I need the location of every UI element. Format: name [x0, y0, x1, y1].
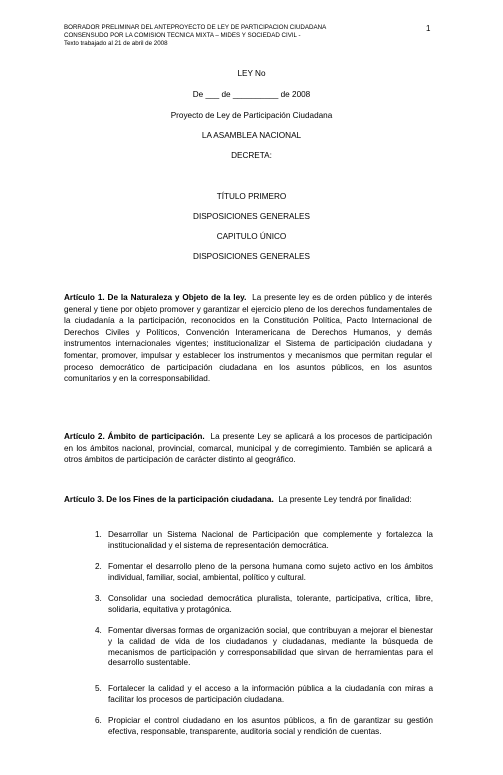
list-item-number: 1.	[95, 530, 102, 539]
list-item-text: Fomentar el desarrollo pleno de la persona humana como sujeto activo en los ámbitos individual, familiar, social, ambiental, político y cultural.	[108, 562, 433, 582]
disposiciones-heading-2: DISPOSICIONES GENERALES	[193, 252, 310, 261]
list-item-number: 3.	[95, 594, 102, 603]
list-item	[95, 716, 433, 738]
page-number: 1	[426, 24, 431, 33]
article-2-heading: Artículo 2. Ámbito de participación.	[64, 432, 205, 441]
header-line-2: CONSENSUDO POR LA COMISION TECNICA MIXTA – MIDES Y SOCIEDAD CIVIL -	[64, 32, 301, 39]
ley-date: De ___ de __________ de 2008	[192, 90, 311, 99]
decreta-title: DECRETA:	[231, 151, 272, 160]
disposiciones-heading-1: DISPOSICIONES GENERALES	[193, 212, 310, 221]
list-item	[95, 562, 433, 584]
asamblea-title: LA ASAMBLEA NACIONAL	[201, 131, 302, 140]
document-header	[64, 24, 326, 48]
article-1-body: La presente ley es de orden público y de interés general y tiene por objeto promover y garantizar el ejercicio pleno de los derechos fundamentales de la ciudadanía a la participación, reconocidos en la Constitución Política, Pacto Internacional de Derechos Civiles y Políticos, Convención Interamericana de Derechos Humanos, y demás instrumentos internacionales vigentes; institucionalizar el Sistema de participación ciudadana y fomentar, promover, impulsar y establecer los instrumentos y mecanismos que permitan regular el proceso democrático de participación ciudadana en los asuntos públicos, en los asuntos comunitarios y en la corresponsabilidad.	[64, 293, 432, 384]
list-item-text: Consolidar una sociedad democrática pluralista, tolerante, participativa, crítica, libre, solidaria, equitativa y protagónica.	[108, 594, 433, 614]
article-1-heading: Artículo 1. De la Naturaleza y Objeto de la ley.	[64, 293, 247, 302]
list-item-text: Desarrollar un Sistema Nacional de Participación que complemente y fortalezca la institucionalidad y el sistema de representación democrática.	[108, 530, 433, 550]
list-item-number: 4.	[95, 626, 102, 635]
ley-number: LEY No	[237, 69, 266, 78]
list-item-text: Propiciar el control ciudadano en los asuntos públicos, a fin de garantizar su gestión efectiva, responsable, transparente, auditoria social y rendición de cuentas.	[108, 716, 433, 736]
list-item-number: 6.	[95, 716, 102, 725]
article-3-heading: Artículo 3. De los Fines de la participación ciudadana.	[64, 495, 274, 504]
article-2-body: La presente Ley se aplicará a los procesos de participación en los ámbitos nacional, provincial, comarcal, municipal y de corregimiento. También se aplicará a otros ámbitos de participación de carácter distinto al geográfico.	[64, 432, 432, 465]
list-item-text: Fomentar diversas formas de organización social, que contribuyan a mejorar el bienestar y la calidad de vida de los ciudadanos y ciudadanas, mediante la búsqueda de mecanismos de participación y corresponsabilidad que sirvan de herramientas para el desarrollo sustentable.	[108, 626, 433, 668]
list-item	[95, 594, 433, 616]
titulo-heading: TÍTULO PRIMERO	[216, 192, 287, 201]
list-item-number: 2.	[95, 562, 102, 571]
capitulo-heading: CAPITULO ÚNICO	[216, 232, 287, 241]
article-2	[64, 431, 432, 466]
header-line-1: BORRADOR PRELIMINAR DEL ANTEPROYECTO DE LEY DE PARTICIPACION CIUDADANA	[64, 24, 327, 31]
article-3-body: La presente Ley tendrá por finalidad:	[278, 495, 412, 504]
article-1	[64, 292, 432, 385]
list-item-text: Fortalecer la calidad y el acceso a la información pública a la ciudadanía con miras a facilitar los procesos de participación ciudadana.	[108, 684, 433, 704]
article-3	[64, 494, 432, 506]
list-item	[95, 530, 433, 552]
list-item-number: 5.	[95, 684, 102, 693]
proyecto-title: Proyecto de Ley de Participación Ciudadana	[170, 111, 333, 120]
list-item	[95, 626, 433, 669]
list-item	[95, 684, 433, 706]
header-line-3: Texto trabajado al 21 de abril de 2008	[64, 40, 168, 47]
